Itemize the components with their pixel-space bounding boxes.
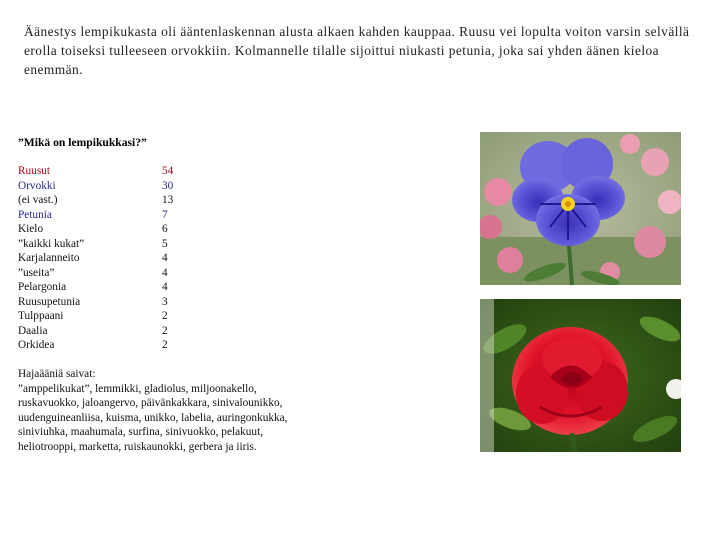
vote-row-orkidea (18, 338, 218, 353)
intro-paragraph: Äänestys lempikukasta oli ääntenlaskennan alusta alkaen kahden kauppaa. Ruusu vei lopulta voiton varsin selvällä erolla toiseksi tulleeseen orvokkiin. Kolmannelle tilalle sijoittui niukasti petunia, joka sai yhden äänen kieloa enemmän. (24, 24, 690, 77)
vote-name: Ruusupetunia (18, 295, 81, 308)
survey-question: ”Mikä on lempikukkasi?” (18, 136, 147, 149)
pansy-photo (480, 132, 681, 285)
vote-row-ei-vast (18, 193, 218, 208)
vote-name: Daalia (18, 324, 48, 337)
vote-count: 54 (162, 165, 174, 177)
vote-count: 4 (162, 281, 168, 293)
vote-count: 7 (162, 208, 168, 221)
vote-name: Petunia (18, 208, 52, 221)
vote-row-orvokki (18, 179, 218, 194)
vote-row-karjalanneito (18, 251, 218, 266)
vote-row-daalia (18, 324, 218, 339)
vote-row-petunia (18, 208, 218, 223)
vote-count: 4 (162, 252, 168, 264)
rose-photo (480, 299, 681, 452)
pansy-image (480, 132, 681, 285)
vote-name: Kielo (18, 223, 44, 235)
vote-count: 30 (162, 179, 174, 192)
vote-row-tulppaani (18, 309, 218, 324)
vote-count: 6 (162, 223, 168, 235)
vote-count: 2 (162, 324, 168, 337)
vote-name: ”useita” (18, 266, 55, 279)
vote-count: 3 (162, 295, 168, 308)
vote-name: ”kaikki kukat” (18, 237, 85, 250)
vote-name: (ei vast.) (18, 194, 58, 206)
vote-name: Tulppaani (18, 310, 64, 322)
vote-table (18, 164, 218, 353)
vote-row-ruusut (18, 164, 218, 179)
vote-name: Orvokki (18, 179, 56, 192)
vote-count: 2 (162, 310, 168, 322)
vote-count: 2 (162, 339, 168, 351)
vote-row-kaikki-kukat (18, 237, 218, 252)
vote-count: 13 (162, 194, 174, 206)
vote-row-kielo (18, 222, 218, 237)
rose-image (480, 299, 681, 452)
vote-row-useita (18, 266, 218, 281)
vote-count: 4 (162, 266, 168, 279)
vote-name: Ruusut (18, 165, 51, 177)
vote-name: Pelargonia (18, 281, 67, 293)
single-votes-heading: Hajaääniä saivat: (18, 368, 96, 380)
vote-name: Karjalanneito (18, 252, 80, 264)
vote-row-pelargonia (18, 280, 218, 295)
vote-name: Orkidea (18, 339, 55, 351)
vote-count: 5 (162, 237, 168, 250)
single-votes-list: ”amppelikukat”, lemmikki, gladiolus, miljoonakello, ruskavuokko, jaloangervo, päivänkakkara, sinivalounikko, uudenguineanliisa, kuisma, unikko, labelia, auringonkukka, siniviuhka, maahumala, surfina, sinivuokko, pelakuut, heliotrooppi, marketta, ruiskaunokki, gerbera ja iiris. (18, 382, 288, 453)
vote-row-ruusupetunia (18, 295, 218, 310)
single-votes-section (18, 367, 318, 454)
